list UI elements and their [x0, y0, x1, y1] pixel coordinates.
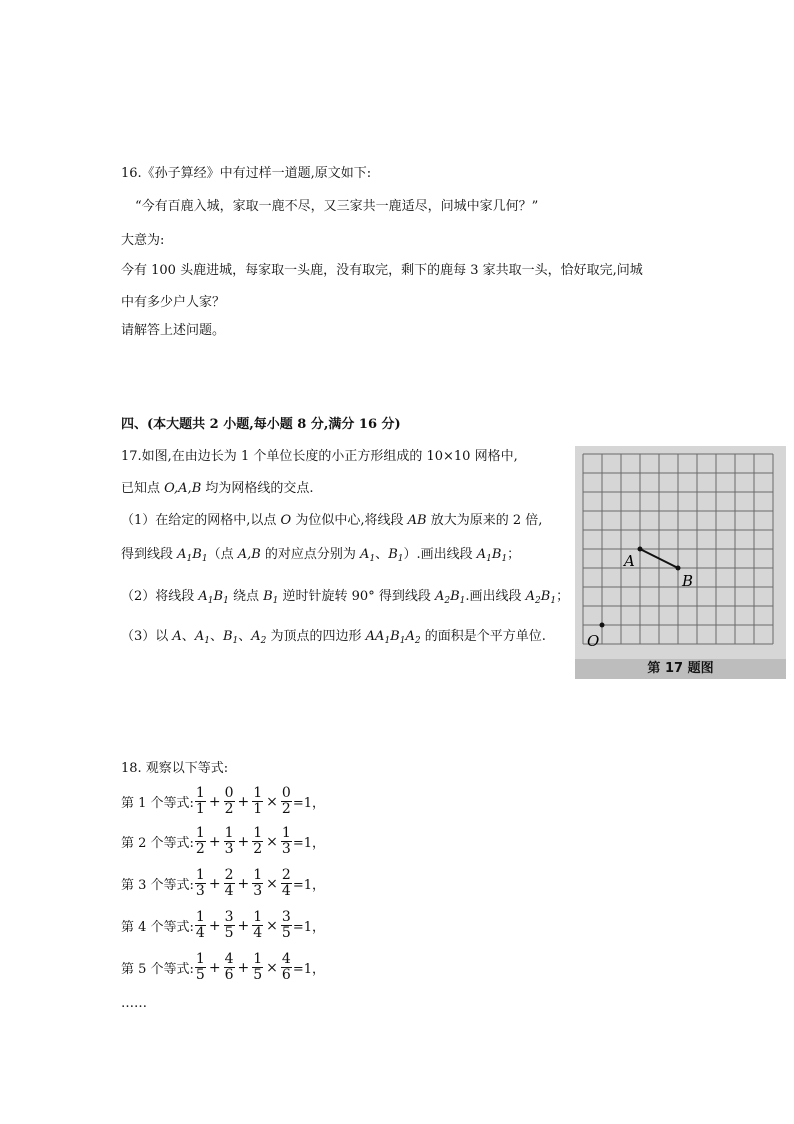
operator: + [208, 875, 221, 892]
operator: × [266, 833, 278, 850]
fraction [195, 786, 206, 817]
numerator: 0 [281, 785, 291, 801]
point-o [600, 623, 605, 628]
operator: + [208, 833, 221, 850]
operator: + [237, 959, 250, 976]
operator: + [237, 875, 250, 892]
operator: × [266, 875, 278, 892]
numerator: 1 [224, 825, 234, 841]
fraction [224, 952, 235, 983]
equation-rhs: =1， [292, 796, 325, 811]
fraction [195, 952, 206, 983]
numerator: 4 [281, 951, 291, 967]
denominator: 5 [224, 925, 234, 941]
denominator: 4 [195, 925, 205, 941]
numerator: 1 [195, 951, 205, 967]
equation-label: 第 1 个等式: [121, 796, 194, 811]
q17-grid-figure [575, 446, 786, 679]
equation-row [121, 786, 325, 817]
fraction [281, 910, 292, 941]
denominator: 2 [253, 841, 263, 857]
fraction [224, 786, 235, 817]
operator: × [266, 959, 278, 976]
equation-label: 第 2 个等式: [121, 836, 194, 851]
q16-line1: 今有 100 头鹿进城，每家取一头鹿，没有取完，剩下的鹿每 3 家共取一头，恰好取完,问城 [121, 263, 643, 278]
equation-row [121, 910, 325, 941]
operator: + [208, 793, 221, 810]
numerator: 3 [281, 909, 291, 925]
equation-rhs: =1， [292, 920, 325, 935]
q16-meaning-label: 大意为: [121, 233, 165, 248]
numerator: 1 [195, 785, 205, 801]
denominator: 1 [253, 801, 263, 817]
fraction [252, 826, 263, 857]
q17-line2: 已知点 O,A,B 均为网格线的交点. [121, 481, 314, 496]
numerator: 1 [195, 909, 205, 925]
fraction [281, 868, 292, 899]
denominator: 4 [253, 925, 263, 941]
q17-part1: （1）在给定的网格中,以点 O 为位似中心,将线段 AB 放大为原来的 2 倍, [121, 513, 543, 528]
equation-label: 第 4 个等式: [121, 920, 194, 935]
q16-line2: 中有多少户人家？ [121, 295, 226, 310]
label-a: A [624, 552, 635, 570]
equation-row [121, 826, 325, 857]
numerator: 0 [224, 785, 234, 801]
equation-label: 第 5 个等式: [121, 962, 194, 977]
denominator: 4 [224, 883, 234, 899]
q18-ellipsis: …… [121, 996, 147, 1011]
denominator: 6 [224, 967, 234, 983]
operator: + [237, 917, 250, 934]
q16-title: 16.《孙子算经》中有过样一道题,原文如下: [121, 166, 372, 181]
denominator: 5 [195, 967, 205, 983]
numerator: 1 [195, 825, 205, 841]
q16-line3: 请解答上述问题。 [121, 323, 226, 338]
operator: + [237, 833, 250, 850]
fraction [252, 868, 263, 899]
equation-rhs: =1， [292, 962, 325, 977]
section4-title: 四、(本大题共 2 小题,每小题 8 分,满分 16 分) [121, 417, 401, 432]
numerator: 2 [224, 867, 234, 883]
fraction [224, 826, 235, 857]
denominator: 3 [253, 883, 263, 899]
figure-caption: 第 17 题图 [575, 659, 786, 679]
numerator: 1 [253, 785, 263, 801]
operator: × [266, 917, 278, 934]
q17-part1-cont: 得到线段 $A_1B_1$（点 A,B 的对应点分别为 $A_1$、$B_1$）.画出线段 $A_1B_1$； [121, 547, 521, 564]
denominator: 1 [195, 801, 205, 817]
fraction [281, 952, 292, 983]
grid-svg [575, 446, 786, 659]
q17-line1: 17.如图,在由边长为 1 个单位长度的小正方形组成的 10×10 网格中, [121, 449, 518, 464]
q16-quote: “今有百鹿入城，家取一鹿不尽，又三家共一鹿适尽，问城中家几何？” [135, 199, 539, 214]
denominator: 3 [195, 883, 205, 899]
point-a [638, 547, 643, 552]
equation-rhs: =1， [292, 878, 325, 893]
fraction [195, 826, 206, 857]
fraction [224, 868, 235, 899]
numerator: 4 [224, 951, 234, 967]
fraction [281, 786, 292, 817]
fraction [224, 910, 235, 941]
numerator: 1 [253, 951, 263, 967]
equation-rhs: =1， [292, 836, 325, 851]
q17-part3: （3）以 A、$A_1$、$B_1$、$A_2$ 为顶点的四边形 $AA_1B_1A_2$ 的面积是个平方单位. [121, 629, 546, 646]
fraction [281, 826, 292, 857]
fraction [252, 786, 263, 817]
denominator: 3 [281, 841, 291, 857]
denominator: 2 [224, 801, 234, 817]
denominator: 3 [224, 841, 234, 857]
q17-part2: （2）将线段 $A_1B_1$ 绕点 $B_1$ 逆时针旋转 90° 得到线段 $A_2B_1$.画出线段 $A_2B_1$； [121, 589, 570, 606]
denominator: 6 [281, 967, 291, 983]
grid-lines [583, 454, 773, 644]
point-b [676, 566, 681, 571]
fraction [252, 952, 263, 983]
fraction [195, 868, 206, 899]
denominator: 5 [253, 967, 263, 983]
numerator: 1 [253, 825, 263, 841]
numerator: 1 [281, 825, 291, 841]
fraction [195, 910, 206, 941]
operator: + [208, 959, 221, 976]
equation-label: 第 3 个等式: [121, 878, 194, 893]
equation-row [121, 868, 325, 899]
label-o: O [587, 632, 600, 650]
denominator: 2 [195, 841, 205, 857]
denominator: 5 [281, 925, 291, 941]
label-b: B [682, 572, 694, 590]
denominator: 2 [281, 801, 291, 817]
denominator: 4 [281, 883, 291, 899]
numerator: 1 [253, 867, 263, 883]
q18-title: 18. 观察以下等式: [121, 761, 229, 776]
fraction [252, 910, 263, 941]
numerator: 1 [195, 867, 205, 883]
operator: × [266, 793, 278, 810]
equation-row [121, 952, 325, 983]
numerator: 3 [224, 909, 234, 925]
operator: + [237, 793, 250, 810]
numerator: 2 [281, 867, 291, 883]
operator: + [208, 917, 221, 934]
numerator: 1 [253, 909, 263, 925]
